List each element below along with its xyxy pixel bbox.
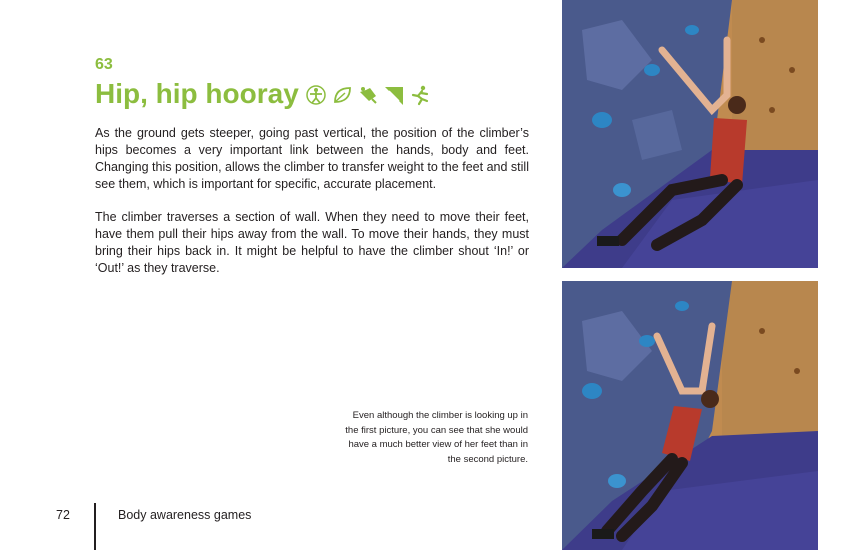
page-number: 72 bbox=[56, 508, 70, 522]
photo-caption: Even although the climber is looking up in the first picture, you can see that she would have a much better view of her feet than in the second picture. bbox=[345, 410, 528, 465]
climber-photo-hips-in bbox=[562, 281, 818, 550]
footer-divider bbox=[94, 503, 96, 550]
running-figure-icon bbox=[409, 84, 431, 106]
vitruvian-body-icon bbox=[305, 84, 327, 106]
leaf-icon bbox=[331, 84, 353, 106]
activity-number: 63 bbox=[95, 56, 113, 73]
activity-title: Hip, hip hooray bbox=[95, 78, 299, 109]
climber-photo-hips-out bbox=[562, 0, 818, 268]
body-paragraph-2: The climber traverses a section of wall. When they need to move their feet, have them pull their hips away from the wall. To move their hands, they must bring their hips back in. It might be helpful to have the climber shout ‘In!’ or ‘Out!’ as they traverse. bbox=[95, 210, 529, 275]
body-paragraph-1: As the ground gets steeper, going past vertical, the position of the climber’s hips becomes a very important link between the hands, body and feet. Changing this position, allows the climber to transfer weight to the feet and still see them, which is important for specific, accurate placement. bbox=[95, 126, 529, 191]
section-title: Body awareness games bbox=[118, 508, 252, 522]
flag-icon bbox=[383, 84, 405, 106]
activity-icons bbox=[305, 84, 431, 106]
hand-icon bbox=[357, 84, 379, 106]
